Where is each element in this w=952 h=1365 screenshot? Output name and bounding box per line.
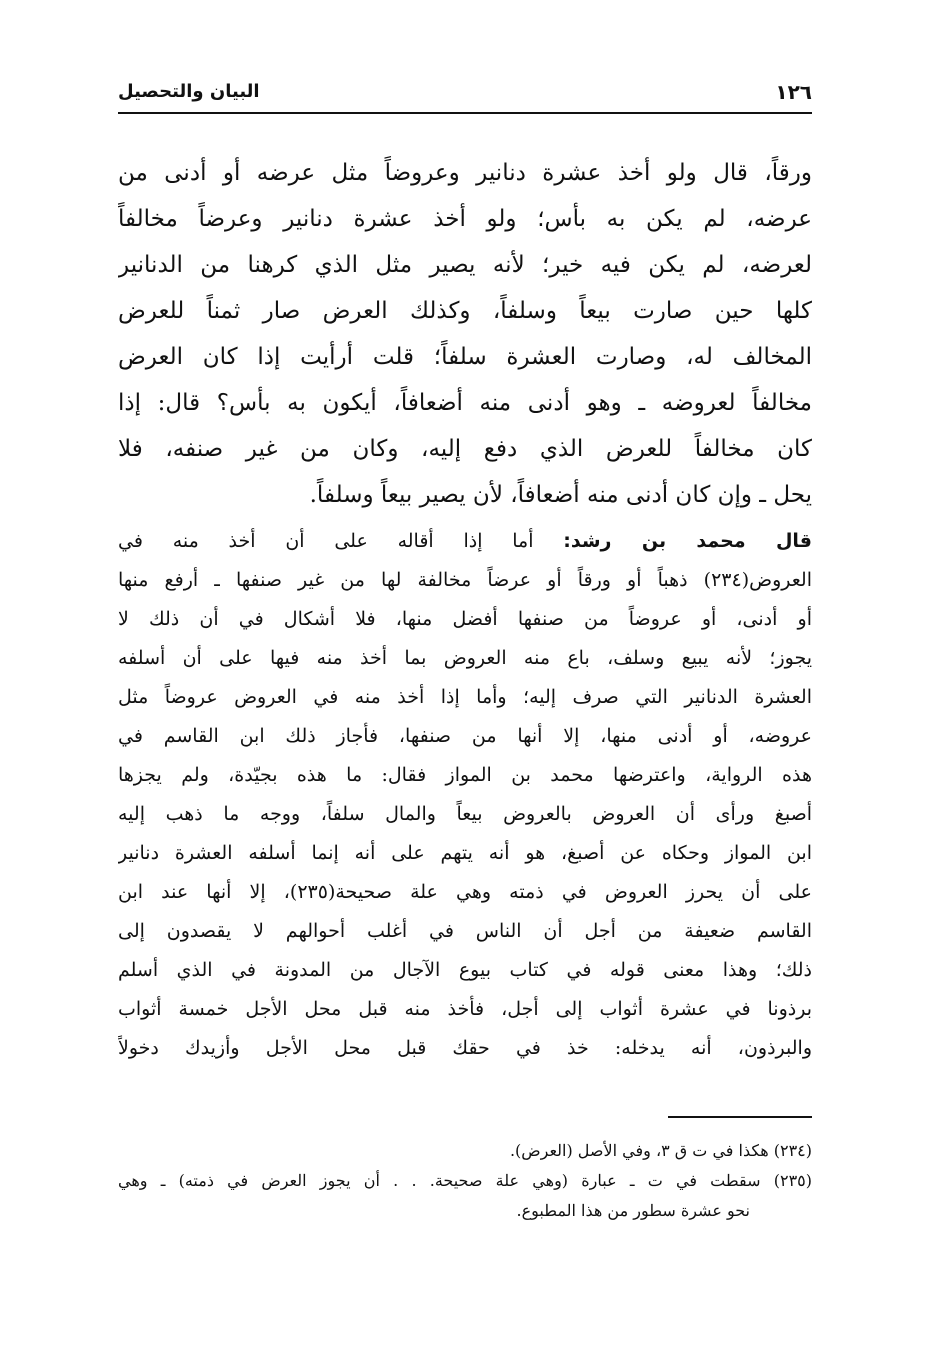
text-line: ابن المواز وحكاه عن أصبغ، هو أنه يتهم على أنه إنما أسلفه العشرة دنانير bbox=[118, 842, 812, 864]
text-line: العروض(٢٣٤) ذهباً أو ورقاً أو عرضاً مخالفة لها من غير صنفها ـ أرفع منها bbox=[118, 569, 812, 591]
text-line: ذلك؛ وهذا معنى قوله في كتاب بيوع الآجال من المدونة في الذي أسلم bbox=[118, 959, 812, 981]
footnote-235: (٢٣٥) سقطت في ت ـ عبارة (وهي علة صحيحة. . . أن يجوز العرض في ذمته) ـ وهي bbox=[118, 1171, 812, 1190]
page-number: ١٢٦ bbox=[775, 80, 812, 104]
text-line: أصبغ ورأى أن العروض بالعروض بيعاً والمال سلفاً، ووجه ما ذهب إليه bbox=[118, 803, 812, 825]
text-line: المخالف له، وصارت العشرة سلفاً؛ قلت أرأيت إذا كان العرض bbox=[118, 344, 812, 370]
paragraph-commentary bbox=[118, 522, 812, 1068]
text-line: يجوز؛ لأنه يبيع وسلف، باع منه العروض بما أخذ منه فيها على أن أسلفه bbox=[118, 647, 812, 669]
text-line-first bbox=[118, 522, 812, 561]
footnote-234: (٢٣٤) هكذا في ت ق ٣، وفي الأصل (العرض). bbox=[509, 1141, 812, 1160]
header-divider bbox=[118, 112, 812, 114]
text-line: مخالفاً لعروضه ـ وهو أدنى منه أضعافاً، أيكون به بأس؟ قال: إذا bbox=[118, 390, 812, 416]
text-line: كلها حين صارت بيعاً وسلفاً، وكذلك العرض صار ثمناً للعرض bbox=[118, 298, 812, 324]
text-line: العشرة الدنانير التي صرف إليه؛ وأما إذا أخذ منه في العروض عروضاً مثل bbox=[118, 686, 812, 708]
text-line: أو أدنى، أو عروضاً من صنفها أفضل منها، فلا أشكال في أن ذلك لا bbox=[118, 608, 812, 630]
text-line: على أن يحرز العروض في ذمته وهي علة صحيحة(٢٣٥)، إلا أنها عند ابن bbox=[118, 881, 812, 903]
footnote-divider bbox=[668, 1116, 812, 1118]
text-line: القاسم ضعيفة من أجل أن الناس في أغلب أحوالهم لا يقصدون إلى bbox=[118, 920, 812, 942]
text-line: ورقاً، قال ولو أخذ عشرة دنانير وعروضاً مثل عرضه أو أدنى من bbox=[118, 160, 812, 186]
paragraph-quoted-text bbox=[118, 150, 812, 518]
commentary-lead: قال محمد بن رشد: bbox=[563, 530, 812, 552]
text-line: هذه الرواية، واعترضها محمد بن المواز فقال: ما هذه بجيّدة، ولم يجزها bbox=[118, 764, 812, 786]
text-line: يحل ـ وإن كان أدنى منه أضعافاً، لأن يصير بيعاً وسلفاً. bbox=[309, 482, 812, 508]
text-line: عروضه، أو أدنى منها، إلا أنها من صنفها، فأجاز ذلك ابن القاسم في bbox=[118, 725, 812, 747]
text-line: والبرذون، أنه يدخله: خذ في حقك قبل محل الأجل وأزيدك دخولاً bbox=[118, 1037, 812, 1059]
footnotes bbox=[118, 1136, 812, 1226]
commentary-first-line: أما إذا أقاله على أن أخذ منه في bbox=[118, 530, 534, 552]
text-line: كان مخالفاً للعرض الذي دفع إليه، وكان من غير صنفه، فلا bbox=[118, 436, 812, 462]
running-title: البيان والتحصيل bbox=[118, 81, 260, 102]
footnote-235-continuation: نحو عشرة سطور من هذا المطبوع. bbox=[516, 1201, 750, 1220]
text-line: عرضه، لم يكن به بأس؛ ولو أخذ عشرة دنانير وعرضاً مخالفاً bbox=[118, 206, 812, 232]
text-line: لعرضه، لم يكن فيه خير؛ لأنه يصير مثل الذي كرهنا من الدنانير bbox=[118, 252, 812, 278]
text-line: برذونا في عشرة أثواب إلى أجل، فأخذ منه قبل محل الأجل خمسة أثواب bbox=[118, 998, 812, 1020]
page-header bbox=[118, 80, 812, 110]
